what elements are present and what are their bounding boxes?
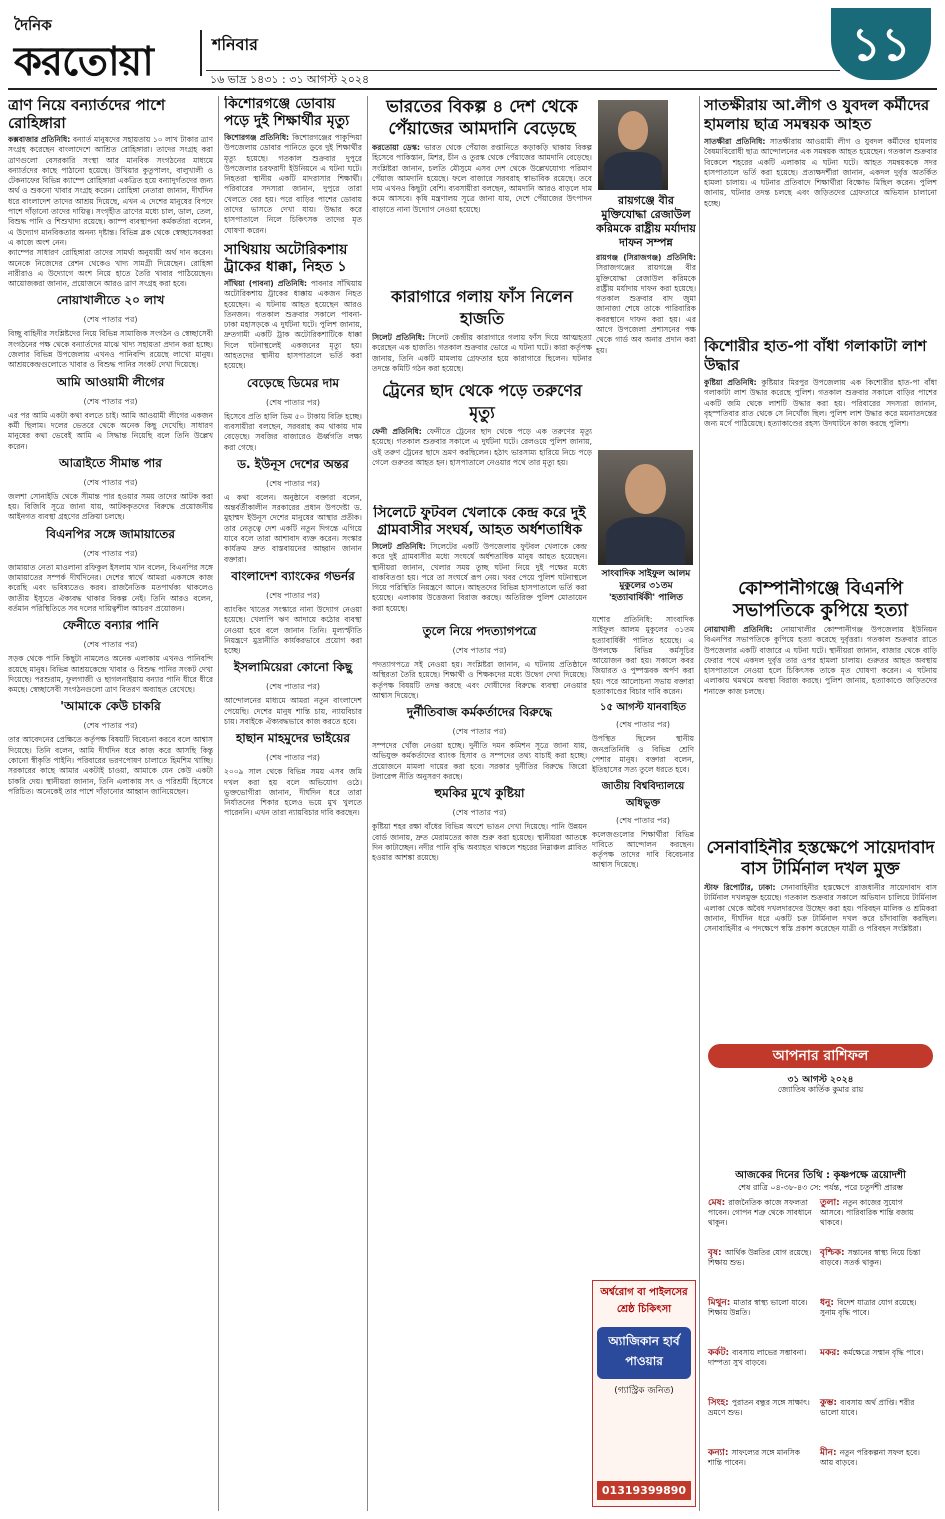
article-dateline: কিশোরগঞ্জ প্রতিনিধি: [224,133,290,142]
rashi-item [708,1248,814,1268]
article-headline: ভারতের বিকল্প ৪ দেশ থেকে পেঁয়াজের আমদানি বেড়েছে [386,97,578,139]
article-sayedabad [704,838,937,1038]
article-headline: রায়গঞ্জে বীর মুক্তিযোদ্ধা রেজাউল করিমকে রাষ্ট্রীয় মর্যাদায় দাফন সম্পন্ন [596,194,696,249]
article-text: এ কথা বলেন। অনুষ্ঠানে বক্তারা বলেন, অন্তর্বর্তীকালীন সরকারের প্রধান উপদেষ্টা ড. মুহাম্মদ ইউনূস দেশের মানুষের আস্থার প্রতীক। তার নেতৃত্বে দেশ একটি নতুন দিগন্তে এগিয়ে যাবে বলে তারা আশাবাদ ব্যক্ত করেন। সংস্কার কার্যক্রম দ্রুত বাস্তবায়নের আহ্বান জানান বক্তারা। [224,492,362,564]
article-subhead: তুলে নিয়ে পদত্যাগপত্রে [422,624,537,638]
ad-sub: (গ্যাস্ট্রিক জনিত) [614,1386,674,1396]
rashi-name: তুলা: [820,1198,843,1208]
article-text: সিলেটের একটি উপজেলায় ফুটবল খেলাকে কেন্দ্র করে দুই গ্রামবাসীর মধ্যে সংঘর্ষে অর্ধশতাধিক মানুষ আহত হয়েছেন। স্থানীয়রা জানান, খেলার সময় তুচ্ছ ঘটনা নিয়ে দুই পক্ষের মধ্যে বাকবিতণ্ডা হয়। পরে তা সংঘর্ষে রূপ নেয়। খবর পেয়ে পুলিশ ঘটনাস্থলে গিয়ে পরিস্থিতি নিয়ন্ত্রণে আনে। আহতদের বিভিন্ন হাসপাতালে ভর্তি করা হয়েছে। এলাকায় উত্তেজনা বিরাজ করছে। অতিরিক্ত পুলিশ মোতায়েন করা হয়েছে। [372,542,587,613]
article-text: কুষ্টিয়া শহর রক্ষা বাঁধের বিভিন্ন অংশে ভাঙন দেখা দিয়েছে। পানি উন্নয়ন বোর্ড জানায়, দ্রুত মেরামতের কাজ শুরু করা হয়েছে। স্থানীয়রা আতঙ্কে দিন কাটাচ্ছেন। নদীর পানি বৃদ্ধি অব্যাহত থাকলে শহরের নিম্নাঞ্চল প্লাবিত হওয়ার আশঙ্কা রয়েছে। [372,822,587,863]
article-subhead: আত্রাইতে সীমান্ত পার [59,455,162,470]
article-dateline: রায়গঞ্জ (সিরাজগঞ্জ) প্রতিনিধি: [596,253,696,262]
rashi-text: ব্যবসায় লাভের সম্ভাবনা। দাম্পত্য সুখ বাড়বে। [708,1348,807,1367]
rashi-name: কন্যা: [708,1448,732,1458]
ad-headline: অর্শ্বরোগ বা পাইলসের শ্রেষ্ঠ চিকিৎসা [600,1287,688,1315]
article-headline: কিশোরীর হাত-পা বাঁধা গলাকাটা লাশ উদ্ধার [704,337,927,374]
article-text: ফেনীতে ট্রেনের ছাদ থেকে পড়ে এক তরুণের মৃত্যু হয়েছে। গতকাল শুক্রবার সকালে এ দুর্ঘটনা ঘটে। রেলওয়ে পুলিশ জানায়, ওই তরুণ ট্রেনের ছাদে ভ্রমণ করছিলেন। হঠাৎ ভারসাম্য হারিয়ে নিচে পড়ে গেলে গুরুতর আহত হন। হাসপাতালে নেওয়ার পথে তার মৃত্যু হয়। [372,427,592,467]
article-dateline: কুষ্টিয়া প্রতিনিধি: [704,378,757,387]
continuation: (শেষ পাতার পর) [83,477,138,487]
rashi-text: আর্থিক উন্নতির যোগ রয়েছে। শিক্ষায় শুভ। [708,1248,812,1267]
article-dateline: স্টাফ রিপোর্টার, ঢাকা: [704,883,776,892]
article-subhead: ১৫ আগস্ট যানবাহিত [600,702,686,714]
rashi-item [820,1198,926,1228]
continuation: (শেষ পাতার পর) [83,721,138,731]
continuation: (শেষ পাতার পর) [265,397,321,407]
rashi-item [708,1448,814,1468]
article-subhead: আমি আওয়ামী লীগের [56,374,165,389]
rashi-name: ধনু: [820,1298,838,1308]
continuation: (শেষ পাতার পর) [83,640,138,650]
article-headline: ট্রেনের ছাদ থেকে পড়ে তরুণের মৃত্যু [381,381,583,422]
continuation: (শেষ পাতার পর) [83,315,138,325]
article-subhead: বাংলাদেশ ব্যাংকের গভর্নর [231,568,355,583]
article-text: এর পর আমি একটা কথা বলতে চাই। আমি আওয়ামী লীগের একজন কর্মী ছিলাম। দলের ভেতরে থেকে অনেক কিছু দেখেছি। সাধারণ মানুষের কথা ভেবেই আমি এ সিদ্ধান্ত নিয়েছি বলে তিনি উল্লেখ করেন। [8,410,213,451]
article-body [372,542,587,614]
article-subhead: ফেনীতে বন্যার পানি [62,618,159,633]
article-body [372,427,592,468]
continuation: (শেষ পাতার পর) [452,727,507,737]
column-middle-narrow [592,615,694,1275]
column-rule [367,96,368,1511]
rashi-text: সাফল্যের সঙ্গে মানসিক শান্তি পাবেন। [708,1448,801,1467]
rashi-item [708,1298,814,1318]
header-rule [8,88,937,90]
article-text: সম্পদের খোঁজ নেওয়া হচ্ছে। দুর্নীতি দমন কমিশন সূত্রে জানা যায়, অভিযুক্ত কর্মকর্তাদের ব্যাংক হিসাব ও সম্পদের তথ্য যাচাই করা হচ্ছে। প্রয়োজনে মামলা দায়ের করা হবে। সরকার দুর্নীতির বিরুদ্ধে জিরো টলারেন্স নীতি অনুসরণ করছে। [372,741,587,782]
article-text: সড়ক থেকে পানি কিছুটা নামলেও অনেক এলাকায় এখনও পানিবন্দি রয়েছে মানুষ। বিভিন্ন আশ্রয়কেন্দ্রে খাবার ও বিশুদ্ধ পানির সংকট দেখা দিয়েছে। পরশুরাম, ফুলগাজী ও ছাগলনাইয়ায় বন্যার পানি ধীরে ধীরে কমছে। স্বেচ্ছাসেবী সংগঠনগুলো ত্রাণ বিতরণ অব্যাহত রেখেছে। [8,654,213,695]
article-headline: সেনাবাহিনীর হস্তক্ষেপে সায়েদাবাদ বাস টার্মিনাল দখল মুক্ত [706,838,935,879]
article-body [372,143,592,215]
article-body [596,253,696,356]
article-text: উপস্থিত ছিলেন স্থানীয় জনপ্রতিনিধি ও বিভিন্ন শ্রেণি পেশার মানুষ। বক্তারা বলেন, ইতিহাসের সত্য তুলে ধরতে হবে। [592,734,694,775]
continuation: (শেষ পাতার পর) [265,753,321,763]
rashi-item [820,1448,926,1468]
article-text: কলেজগুলোর শিক্ষার্থীরা বিভিন্ন দাবিতে আন্দোলন করছেন। কর্তৃপক্ষ তাদের দাবি বিবেচনার আশ্বাস দিয়েছে। [592,829,694,870]
article-subhead: হুমকির মুখে কুষ্টিয়া [434,786,525,801]
rashi-text: সন্তানের স্বাস্থ্য নিয়ে চিন্তা বাড়বে। সতর্ক থাকুন। [820,1248,921,1267]
rashi-text: বিদেশ যাত্রার যোগ রয়েছে। সুনাম বৃদ্ধি পাবে। [820,1298,917,1317]
article-text: আন্দোলনের মাধ্যমে আমরা নতুন বাংলাদেশ পেয়েছি। দেশের মানুষ শান্তি চায়, ন্যায়বিচার চায়। সবাইকে ঐক্যবদ্ধভাবে কাজ করতে হবে। [224,696,362,726]
page-number: ১১ [831,8,931,80]
article-subhead: 'আমাকে কেউ চাকরি [60,699,161,714]
article-dateline: সাঁথিয়া (পাবনা) প্রতিনিধি: [224,278,308,288]
article-dateline: সিলেট প্রতিনিধি: [372,333,425,342]
article-text: জলশা সোনাইডি থেকে সীমান্ত পার হওয়ার সময় তাদের আটক করা হয়। বিজিবি সূত্রে জানা যায়, আটককৃতদের বিরুদ্ধে প্রয়োজনীয় আইনগত ব্যবস্থা গ্রহণের প্রক্রিয়া চলছে। [8,491,213,522]
rashi-name: মীন: [820,1448,840,1458]
rashi-item [708,1398,814,1418]
article-subhead: নোয়াখালীতে ২০ লাখ [56,293,165,308]
article-text: বন্যার্ত মানুষদের সহায়তায় ১০ লাখ টাকার ত্রাণ সংগ্রহ করেছেন বাংলাদেশে আশ্রিত রোহিঙ্গারা। তাদের সংগ্রহ করা ত্রাণগুলো বেসরকারি সংস্থা আর মানবিক সংগঠনের মাধ্যমে বন্যার্তদের কাছে পাঠানো হয়েছে। উখিয়ার কুতুপালং, বালুখালী ও টেকনাফের বিভিন্ন ক্যাম্পে রোহিঙ্গারা একত্রিত হয়ে বন্যাদুর্গতদের জন্য অর্থ ও শুকনো খাবার সংগ্রহ করেন। রোহিঙ্গা নেতারা জানান, দীর্ঘদিন ধরে বাংলাদেশ তাদের আশ্রয় দিয়েছে, এখন এ দেশের মানুষের বিপদে পাশে দাঁড়ানো তাদের দায়িত্ব। সংগৃহীত ত্রাণের মধ্যে চাল, ডাল, তেল, বিশুদ্ধ পানি ও শিশুখাদ্য রয়েছে। ক্যাম্প ব্যবস্থাপনা কর্মকর্তারা বলেন, এ উদ্যোগ মানবিকতার অনন্য দৃষ্টান্ত। বিভিন্ন ব্লক থেকে স্বেচ্ছাসেবকরা এ কাজে অংশ নেন। [8,135,213,247]
continuation: (শেষ পাতার পর) [265,682,321,692]
article-body [704,378,937,429]
rashi-item [820,1248,926,1268]
rashi-name: সিংহ: [708,1398,732,1408]
article-text: পদত্যাগপত্রে সই নেওয়া হয়। সংশ্লিষ্টরা জানান, এ ঘটনায় প্রতিষ্ঠানে অস্থিরতা তৈরি হয়েছে। শিক্ষার্থী ও শিক্ষকদের মধ্যে উদ্বেগ দেখা দিয়েছে। কর্তৃপক্ষ বিষয়টি তদন্ত করছে এবং দোষীদের বিরুদ্ধে ব্যবস্থা নেওয়ার আশ্বাস দিয়েছে। [372,660,587,700]
article-body [8,135,213,248]
rashi-text: রাজনৈতিক কাজে সফলতা পাবেন। গোপন শত্রু থেকে সাবধানে থাকুন। [708,1198,812,1227]
column-middle-lower [372,620,587,1500]
continuation: (শেষ পাতার পর) [452,808,507,818]
article-headline: সাথিয়ায় অটোরিকশায় ট্রাকের ধাক্কা, নিহত ১ [224,241,348,275]
rashi-text: পুরাতন বন্ধুর সঙ্গে সাক্ষাৎ। ভ্রমণে শুভ। [708,1398,810,1417]
column-left [8,96,213,1511]
article-headline: কারাগারে গলায় ফাঁস নিলেন হাজতি [391,287,573,328]
header-date: ১৬ ভাদ্র ১৪৩১ : ৩১ আগস্ট ২০২৪ [206,70,840,90]
ad-brand: অ্যাজিকান হার্ব পাওয়ার [597,1327,691,1379]
continuation: (শেষ পাতার পর) [615,815,671,825]
rashifal-title: আপনার রাশিফল [708,1044,933,1068]
rashi-item [820,1398,926,1418]
article-onion [372,96,592,281]
article-subhead: ইসলামিয়েরা কোনো কিছু [233,660,353,675]
article-text: কিশোরগঞ্জের পাকুন্দিয়া উপজেলায় ডোবার পানিতে ডুবে দুই শিক্ষার্থীর মৃত্যু হয়েছে। গতকাল শুক্রবার দুপুরে উপজেলার চরফরাদী ইউনিয়নে এ ঘটনা ঘটে। নিহতরা স্থানীয় একটি মাদরাসার শিক্ষার্থী। পরিবারের সদস্যরা জানান, দুপুরে তারা খেলতে বের হয়। পরে বাড়ির পাশের ডোবায় তাদের ভাসতে দেখা যায়। উদ্ধার করে হাসপাতালে নিলে চিকিৎসক তাদের মৃত ঘোষণা করেন। [224,133,362,235]
article-headline: ত্রাণ নিয়ে বন্যার্তদের পাশে রোহিঙ্গারা [8,96,166,132]
article-text: সাতক্ষীরায় আওয়ামী লীগ ও যুবদল কর্মীদের হামলায় বৈষম্যবিরোধী ছাত্র আন্দোলনের এক সমন্বয়ক আহত হয়েছেন। গতকাল শুক্রবার বিকেলে শহরের একটি এলাকায় এ ঘটনা ঘটে। আহত সমন্বয়ককে সদর হাসপাতালে ভর্তি করা হয়েছে। প্রত্যক্ষদর্শীরা জানান, একদল দুর্বৃত্ত অতর্কিত হামলা চালায়। এ ঘটনার প্রতিবাদে শিক্ষার্থীরা বিক্ষোভ মিছিল করেন। পুলিশ জানায়, ঘটনার তদন্ত চলছে এবং জড়িতদের গ্রেফতারে অভিযান চালানো হচ্ছে। [704,137,937,208]
article-text: হিসেবে প্রতি হালি ডিম ৫০ টাকায় বিক্রি হচ্ছে। ব্যবসায়ীরা বলছেন, সরবরাহ কম থাকায় দাম বেড়েছে। সবজির বাজারেও ঊর্ধ্বগতি লক্ষ্য করা গেছে। [224,411,362,452]
rashifal-grid [708,1198,933,1510]
rashi-item [708,1348,814,1368]
article-dateline: ফেনী প্রতিনিধি: [372,427,422,436]
continuation: (শেষ পাতার পর) [83,396,138,406]
rashi-item [708,1198,814,1228]
article-text: ক্যাম্পের সাধারণ রোহিঙ্গারা তাদের সামর্থ্য অনুযায়ী অর্থ দান করেন। অনেকে নিজেদের রেশন থেকেও খাদ্য সামগ্রী দিয়েছেন। রোহিঙ্গা নারীরাও এ উদ্যোগে অংশ নিয়ে হাতে তৈরি খাবার পাঠিয়েছেন। আয়োজকরা জানান, প্রয়োজনে আরও ত্রাণ সংগ্রহ করা হবে। [8,248,213,289]
rashi-name: কর্কট: [708,1348,733,1358]
rashi-name: কুম্ভ: [820,1398,841,1408]
column-rule [218,96,219,1511]
article-text: সেনাবাহিনীর হস্তক্ষেপে রাজধানীর সায়েদাবাদ বাস টার্মিনাল দখলমুক্ত হয়েছে। গতকাল শুক্রবার সকালে অভিযান চালিয়ে টার্মিনাল এলাকা থেকে অবৈধ দখলদারদের উচ্ছেদ করা হয়। পরিবহন মালিক ও শ্রমিকরা জানান, দীর্ঘদিন ধরে একটি চক্র টার্মিনাল দখল করে চাঁদাবাজি করছিল। সেনাবাহিনীর এ পদক্ষেপে স্বস্তি প্রকাশ করেছেন যাত্রী ও পরিবহন সংশ্লিষ্টরা। [704,883,937,934]
continuation: (শেষ পাতার পর) [265,478,321,488]
rashi-item [820,1348,926,1358]
article-subhead: জাতীয় বিশ্ববিদ্যালয়ে অধিভুক্ত [601,780,685,809]
rashifal-date: ৩১ আগস্ট ২০২৪ [787,1075,854,1085]
rashifal-author: জ্যোতিষ কার্তিক কুমার রায় [777,1085,864,1094]
rashi-text: কর্মক্ষেত্রে সম্মান বৃদ্ধি পাবে। [842,1348,924,1357]
continuation: (শেষ পাতার পর) [615,720,671,730]
article-kishori [704,337,937,572]
article-headline: সাতক্ষীরায় আ.লীগ ও যুবদল কর্মীদের হামলায় ছাত্র সমন্বয়ক আহত [704,96,930,133]
article-text: জামায়াত নেতা মাওলানা রফিকুল ইসলাম খান বলেন, বিএনপির সঙ্গে জামায়াতের সম্পর্ক দীর্ঘদিনের। দেশের স্বার্থে আমরা একসঙ্গে কাজ করেছি এবং ভবিষ্যতেও করব। রাজনৈতিক মতপার্থক্য থাকলেও জাতীয় ইস্যুতে ঐক্যবদ্ধ থাকার বিকল্প নেই। তিনি আরও বলেন, বর্তমান পরিস্থিতিতে সব দলের দায়িত্বশীল আচরণ প্রয়োজন। [8,562,213,613]
article-text: তার আবেদনের প্রেক্ষিতে কর্তৃপক্ষ বিষয়টি বিবেচনা করবে বলে আশ্বাস দিয়েছে। তিনি বলেন, আমি দীর্ঘদিন ধরে কাজ করে আসছি কিন্তু কোনো স্বীকৃতি পাইনি। পরিবারের ভরণপোষণ চালাতে হিমশিম খাচ্ছি। সরকারের কাছে আমার একটাই চাওয়া, আমাকে যেন কেউ একটা চাকরি দেয়। স্থানীয়রা জানান, তিনি এলাকায় সৎ ও পরিশ্রমী হিসেবে পরিচিত। অনেকেই তার পাশে দাঁড়ানোর আহ্বান জানিয়েছেন। [8,735,213,796]
article-dateline: সাতক্ষীরা প্রতিনিধি: [704,137,766,146]
article-text: ব্যাংকিং খাতের সংস্কারে নানা উদ্যোগ নেওয়া হয়েছে। খেলাপি ঋণ আদায়ে কঠোর ব্যবস্থা নেওয়া হবে বলে জানান তিনি। মূল্যস্ফীতি নিয়ন্ত্রণে মুদ্রানীতি কার্যকরভাবে প্রয়োগ করা হচ্ছে। [224,604,362,656]
article-dateline: করতোয়া ডেস্ক: [372,143,420,152]
newspaper-logo [8,8,194,85]
article-text: বিচ্ছু বাহিনীর সংশ্লিষ্টদের নিয়ে বিভিন্ন সামাজিক সংগঠন ও স্বেচ্ছাসেবী সংগঠনের পক্ষ থেকে বন্যার্তদের মাঝে খাদ্য সহায়তা প্রদান করা হচ্ছে। জেলার বিভিন্ন উপজেলায় এখনও পানিবন্দি রয়েছে লাখো মানুষ। আশ্রয়কেন্দ্রগুলোতে খাবার ও বিশুদ্ধ পানির সংকট দেখা দিয়েছে। [8,329,213,370]
rashi-text: নতুন কাজের সুযোগ আসবে। পারিবারিক শান্তি বজায় থাকবে। [820,1198,914,1227]
rashi-name: মিথুন: [708,1298,734,1308]
article-train [372,380,592,500]
article-subhead: বেড়েছে ডিমের দাম [246,375,340,390]
article-headline: সিলেটে ফুটবল খেলাকে কেন্দ্র করে দুই গ্রামবাসীর সংঘর্ষ, আহত অর্ধশতাধিক [373,505,586,538]
article-headline: কোম্পানীগঞ্জে বিএনপি সভাপতিকে কুপিয়ে হত্যা [733,578,908,621]
article-subhead: ড. ইউনূস দেশের অন্তর [237,456,349,471]
logo-name: করতোয়া [14,39,153,85]
article-text: সিরাজগঞ্জের রায়গঞ্জে বীর মুক্তিযোদ্ধা রেজাউল করিমকে রাষ্ট্রীয় মর্যাদায় দাফন করা হয়েছে। গতকাল শুক্রবার বাদ জুমা জানাজা শেষে তাকে পারিবারিক কবরস্থানে দাফন করা হয়। এর আগে উপজেলা প্রশাসনের পক্ষ থেকে গার্ড অব অনার প্রদান করা হয়। [596,263,696,355]
article-text: পাবনার সাঁথিয়ায় অটোরিকশায় ট্রাকের ধাক্কায় একজন নিহত হয়েছেন। এ ঘটনায় আহত হয়েছেন আরও তিনজন। গতকাল শুক্রবার সকালে পাবনা-ঢাকা মহাসড়কে এ দুর্ঘটনা ঘটে। পুলিশ জানায়, দ্রুতগামী একটি ট্রাক অটোরিকশাটিকে ধাক্কা দিলে ঘটনাস্থলেই একজনের মৃত্যু হয়। আহতদের স্থানীয় হাসপাতালে ভর্তি করা হয়েছে। [224,278,362,371]
article-headline: কিশোরগঞ্জে ডোবায় পড়ে দুই শিক্ষার্থীর মৃত্যু [224,96,350,129]
article-body [372,333,592,374]
article-text: সিলেট কেন্দ্রীয় কারাগারে গলায় ফাঁস দিয়ে আত্মহত্যা করেছেন এক হাজতি। গতকাল শুক্রবার ভোরে এ ঘটনা ঘটে। কারা কর্তৃপক্ষ জানায়, তিনি একটি মামলায় গ্রেফতার হয়ে কারাগারে ছিলেন। ঘটনার তদন্তে কমিটি গঠন করা হয়েছে। [372,333,592,373]
continuation: (শেষ পাতার পর) [265,590,321,600]
article-karagar [372,286,592,376]
article-dateline: নোয়াখালী প্রতিনিধি: [704,625,773,634]
article-body [224,133,362,236]
article-companiganj [704,578,937,833]
header-divider [200,30,202,76]
article-body [224,279,362,372]
column-rule [699,96,700,1511]
article-text: যশোর প্রতিনিধি: সাংবাদিক সাইফুল আলম মুকুলের ৩১তম হত্যাবার্ষিকী পালিত হয়েছে। এ উপলক্ষে বিভিন্ন কর্মসূচির আয়োজন করা হয়। সকালে কবর জিয়ারত ও পুষ্পস্তবক অর্পণ করা হয়। পরে আলোচনা সভায় বক্তারা হত্যাকাণ্ডের বিচার দাবি করেন। [592,615,694,697]
article-subhead: হাছান মাহমুদের ভাইয়ের [235,731,351,746]
masthead [8,8,937,86]
continuation: (শেষ পাতার পর) [452,646,507,655]
rashi-item [820,1298,926,1318]
article-subhead: বিএনপির সঙ্গে জামায়াতের [46,526,175,541]
article-dateline: সিলেট প্রতিনিধি: [372,542,426,551]
article-body [704,137,937,209]
rashi-text: নতুন পরিকল্পনা সফল হবে। আয় বাড়বে। [820,1448,920,1467]
article-text: ২০০৯ সাল থেকে বিভিন্ন সময় এসব জমি দখল করা হয় বলে অভিযোগ ওঠে। ভুক্তভোগীরা জানান, দীর্ঘদিন ধরে তারা নির্যাতনের শিকার হলেও ভয়ে মুখ খুলতে পারেননি। এখন তারা ন্যায়বিচার দাবি করছেন। [224,767,362,818]
article-text: কুষ্টিয়ার মিরপুর উপজেলায় এক কিশোরীর হাত-পা বাঁধা গলাকাটা লাশ উদ্ধার করেছে পুলিশ। গতকাল শুক্রবার সকালে বাড়ির পাশের একটি জমি থেকে লাশটি উদ্ধার করা হয়। পরিবারের সদস্যরা জানান, বৃহস্পতিবার রাত থেকে সে নিখোঁজ ছিল। পুলিশ লাশ উদ্ধার করে ময়নাতদন্তের জন্য মর্গে পাঠিয়েছে। হত্যাকাণ্ডের রহস্য উদঘাটনে কাজ করছে পুলিশ। [704,378,937,429]
rashi-name: মকর: [820,1348,843,1358]
ad-phone: 01319399890 [597,1481,691,1500]
article-body [704,883,937,934]
article-subhead: দুর্নীতিবাজ কর্মকর্তাদের বিরুদ্ধে [406,705,553,720]
continuation: (শেষ পাতার পর) [83,548,138,558]
rashifal-intro: আজকের দিনের তিথি : কৃষ্ণপক্ষে ত্রয়োদশী [735,1170,906,1181]
article-satkhira [704,96,937,331]
portrait-photo [598,100,668,190]
article-dateline: কক্সবাজার প্রতিনিধি: [8,135,71,144]
article-football [372,505,692,615]
column-second [224,96,362,1511]
rashi-name: বৃশ্চিক: [820,1248,848,1258]
logo-small: দৈনিক [14,16,52,34]
rashi-name: বৃষ: [708,1248,725,1258]
article-text: নোয়াখালীর কোম্পানীগঞ্জ উপজেলায় ইউনিয়ন বিএনপির সভাপতিকে কুপিয়ে হত্যা করেছে দুর্বৃত্তরা। গতকাল শুক্রবার রাতে উপজেলার একটি বাজারে এ ঘটনা ঘটে। স্থানীয়রা জানান, বাজার থেকে বাড়ি ফেরার পথে একদল দুর্বৃত্ত তার ওপর হামলা চালায়। গুরুতর আহত অবস্থায় হাসপাতালে নেওয়া হলে চিকিৎসক তাকে মৃত ঘোষণা করেন। এ ঘটনায় এলাকায় থমথমে অবস্থা বিরাজ করছে। পুলিশ জানায়, হত্যাকাণ্ডে জড়িতদের শনাক্তে কাজ চলছে। [704,625,937,696]
article-body [704,625,937,697]
ad-herbal[interactable] [592,1280,696,1507]
rashi-text: মাতার স্বাস্থ্য ভালো যাবে। শিক্ষায় উন্নতি। [708,1298,808,1317]
rashi-text: ব্যবসায় অর্থ প্রাপ্তি। শরীর ভালো যাবে। [820,1398,915,1417]
photo-caption: সাংবাদিক সাইফুল আলম মুকুলের ৩১তম 'হত্যাবার্ষিকী' পালিত [601,569,691,603]
rashifal-tithi: শেষ রাত্রি ০৪-৩৮-৪৩ সে: পর্যন্ত, পরে চতুর্দশী প্রারম্ভ [738,1183,903,1192]
article-text: ভারত থেকে পেঁয়াজ রপ্তানিতে কড়াকড়ি থাকায় বিকল্প হিসেবে পাকিস্তান, মিশর, চীন ও তুরস্ক থেকে পেঁয়াজের আমদানি বেড়েছে। সংশ্লিষ্টরা জানান, চলতি মৌসুমে এসব দেশ থেকে উল্লেখযোগ্য পরিমাণ পেঁয়াজ আমদানি হয়েছে। ফলে বাজারে সরবরাহ স্বাভাবিক রয়েছে। তবে দাম এখনও কিছুটা বেশি। ব্যবসায়ীরা বলছেন, আমদানি আরও বাড়লে দাম কমে আসবে। কৃষি মন্ত্রণালয় সূত্রে জানা যায়, দেশে পেঁয়াজের উৎপাদন বাড়াতে নানা উদ্যোগ নেওয়া হয়েছে। [372,143,592,214]
header-day: শনিবার [212,35,258,54]
rashi-name: মেষ: [708,1198,729,1208]
